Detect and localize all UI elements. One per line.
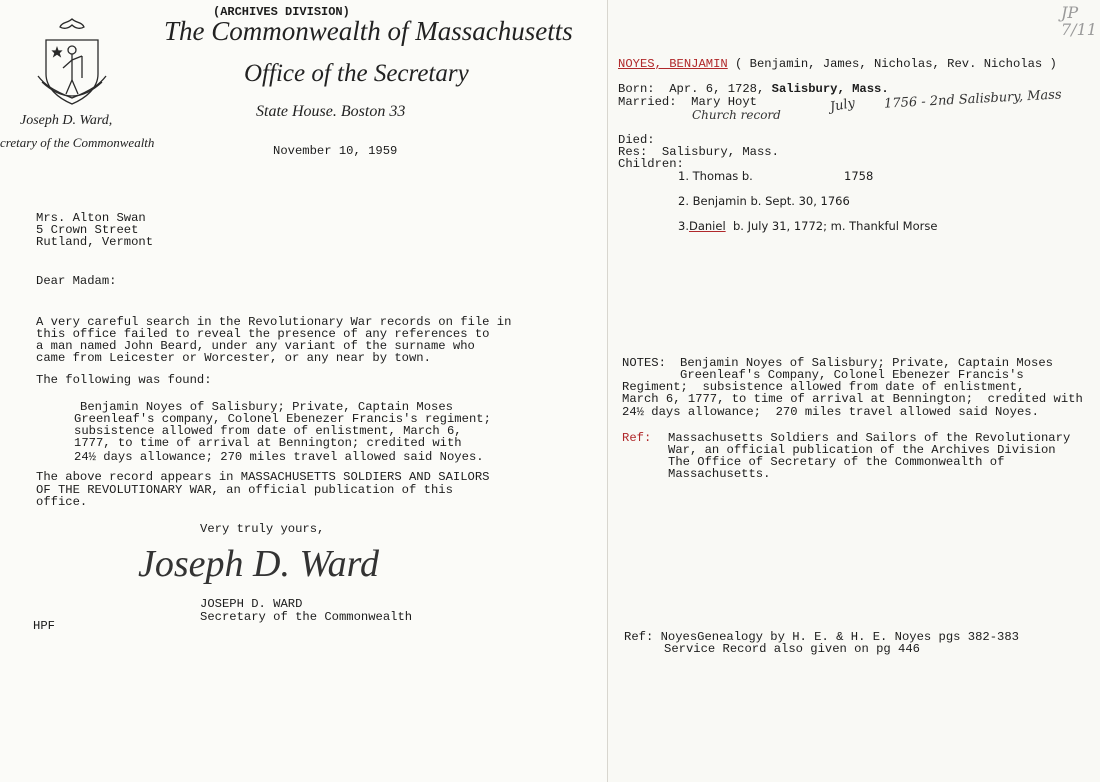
letterhead-line3: State House. Boston 33 [256, 103, 406, 120]
salutation: Dear Madam: [36, 274, 117, 288]
ref-label: Ref: [622, 431, 652, 445]
list-item [678, 195, 850, 208]
born-value: Apr. 6, 1728, [669, 82, 772, 96]
married-month: July [828, 95, 857, 116]
ref-line: Massachusetts. [668, 467, 771, 481]
massachusetts-seal-icon [32, 16, 112, 112]
quote-line: 24½ days allowance; 270 miles travel allowed said Noyes. [74, 450, 484, 464]
child-number: 2. [678, 194, 689, 208]
seal-signer-title: cretary of the Commonwealth [0, 135, 155, 150]
child-extra: 1758 [844, 169, 874, 183]
married-year-place: 1756 - 2nd Salisbury, Mass [883, 87, 1062, 112]
card-heading [618, 58, 1057, 71]
letterhead-line1: The Commonwealth of Massachusetts [164, 16, 573, 46]
handwritten-signature: Joseph D. Ward [138, 543, 380, 585]
ref2-label: Ref: [624, 630, 654, 644]
ref2-line: Service Record also given on pg 446 [664, 642, 920, 656]
child-text: Daniel [688, 219, 726, 233]
list-item [678, 220, 937, 233]
letter-date: November 10, 1959 [273, 144, 398, 158]
initials: HPF [33, 619, 55, 633]
paragraph-line: OF THE REVOLUTIONARY WAR, an official publication of this [36, 483, 453, 497]
married-note: Church record [692, 108, 781, 122]
division-label: (ARCHIVES DIVISION) [213, 5, 350, 19]
recipient-line: Rutland, Vermont [36, 235, 154, 249]
paragraph-line: A very careful search in the Revolutionary War records on file in [36, 315, 512, 329]
corner-mark: JP 7/11 [1061, 3, 1097, 39]
quote-line: Benjamin Noyes of Salisbury; Private, Captain Moses [80, 400, 453, 414]
child-extra: b. July 31, 1772; m. Thankful Morse [732, 219, 938, 233]
notes-line: Greenleaf's Company, Colonel Ebenezer Francis's [680, 368, 1024, 382]
found-intro: The following was found: [36, 373, 212, 387]
ref-line: War, an official publication of the Archives Division [668, 443, 1056, 457]
closing: Very truly yours, [200, 522, 325, 536]
paragraph-line: office. [36, 495, 88, 509]
child-number: 3. [678, 219, 689, 233]
res-value: Salisbury, Mass. [661, 145, 779, 159]
ref2-line: NoyesGenealogy by H. E. & H. E. Noyes pgs 382-383 [660, 630, 1019, 644]
born-place: Salisbury, Mass. [771, 82, 889, 96]
quote-line: 1777, to time of arrival at Bennington; credited with [74, 436, 462, 450]
seal-signer-name: Joseph D. Ward, [20, 113, 113, 128]
quote-line: Greenleaf's company, Colonel Ebenezer Francis's regiment; [74, 412, 491, 426]
notes-line: Benjamin Noyes of Salisbury; Private, Captain Moses [680, 356, 1053, 370]
married-value: Mary Hoyt [691, 95, 757, 109]
genealogy-card [607, 0, 1100, 782]
child-text: Thomas b. [692, 169, 753, 183]
recipient-line: Mrs. Alton Swan [36, 211, 146, 225]
res-label: Res: [618, 145, 648, 159]
ref-line: Massachusetts Soldiers and Sailors of the Revolutionary [668, 431, 1071, 445]
born-label: Born: [618, 82, 655, 96]
notes-line: Regiment; subsistence allowed from date of enlistment, [622, 380, 1025, 394]
heading-lineage: ( Benjamin, James, Nicholas, Rev. Nicholas ) [727, 57, 1057, 71]
signer-title: Secretary of the Commonwealth [200, 610, 413, 624]
paragraph-line: a man named John Beard, under any variant of the surname who [36, 339, 475, 353]
notes-line: March 6, 1777, to time of arrival at Bennington; credited with [622, 392, 1083, 406]
married-label: Married: [618, 95, 677, 109]
signer-name: JOSEPH D. WARD [200, 597, 303, 611]
heading-name: NOYES, BENJAMIN [618, 57, 728, 71]
notes-label: NOTES: [622, 356, 666, 370]
paragraph-line: The above record appears in MASSACHUSETTS SOLDIERS AND SAILORS [36, 470, 490, 484]
paragraph-line: this office failed to reveal the presence of any references to [36, 327, 490, 341]
letterhead-line2: Office of the Secretary [244, 60, 469, 87]
recipient-line: 5 Crown Street [36, 223, 139, 237]
children-label: Children: [618, 157, 684, 171]
notes-line: 24½ days allowance; 270 miles travel allowed said Noyes. [622, 405, 1039, 419]
died-label: Died: [618, 133, 655, 147]
child-text: Benjamin b. Sept. 30, 1766 [692, 194, 850, 208]
quote-line: subsistence allowed from date of enlistment, March 6, [74, 424, 462, 438]
paragraph-line: came from Leicester or Worcester, or any near by town. [36, 351, 431, 365]
ref-line: The Office of Secretary of the Commonwealth of [668, 455, 1005, 469]
list-item [678, 169, 874, 183]
child-number: 1. [678, 169, 689, 183]
